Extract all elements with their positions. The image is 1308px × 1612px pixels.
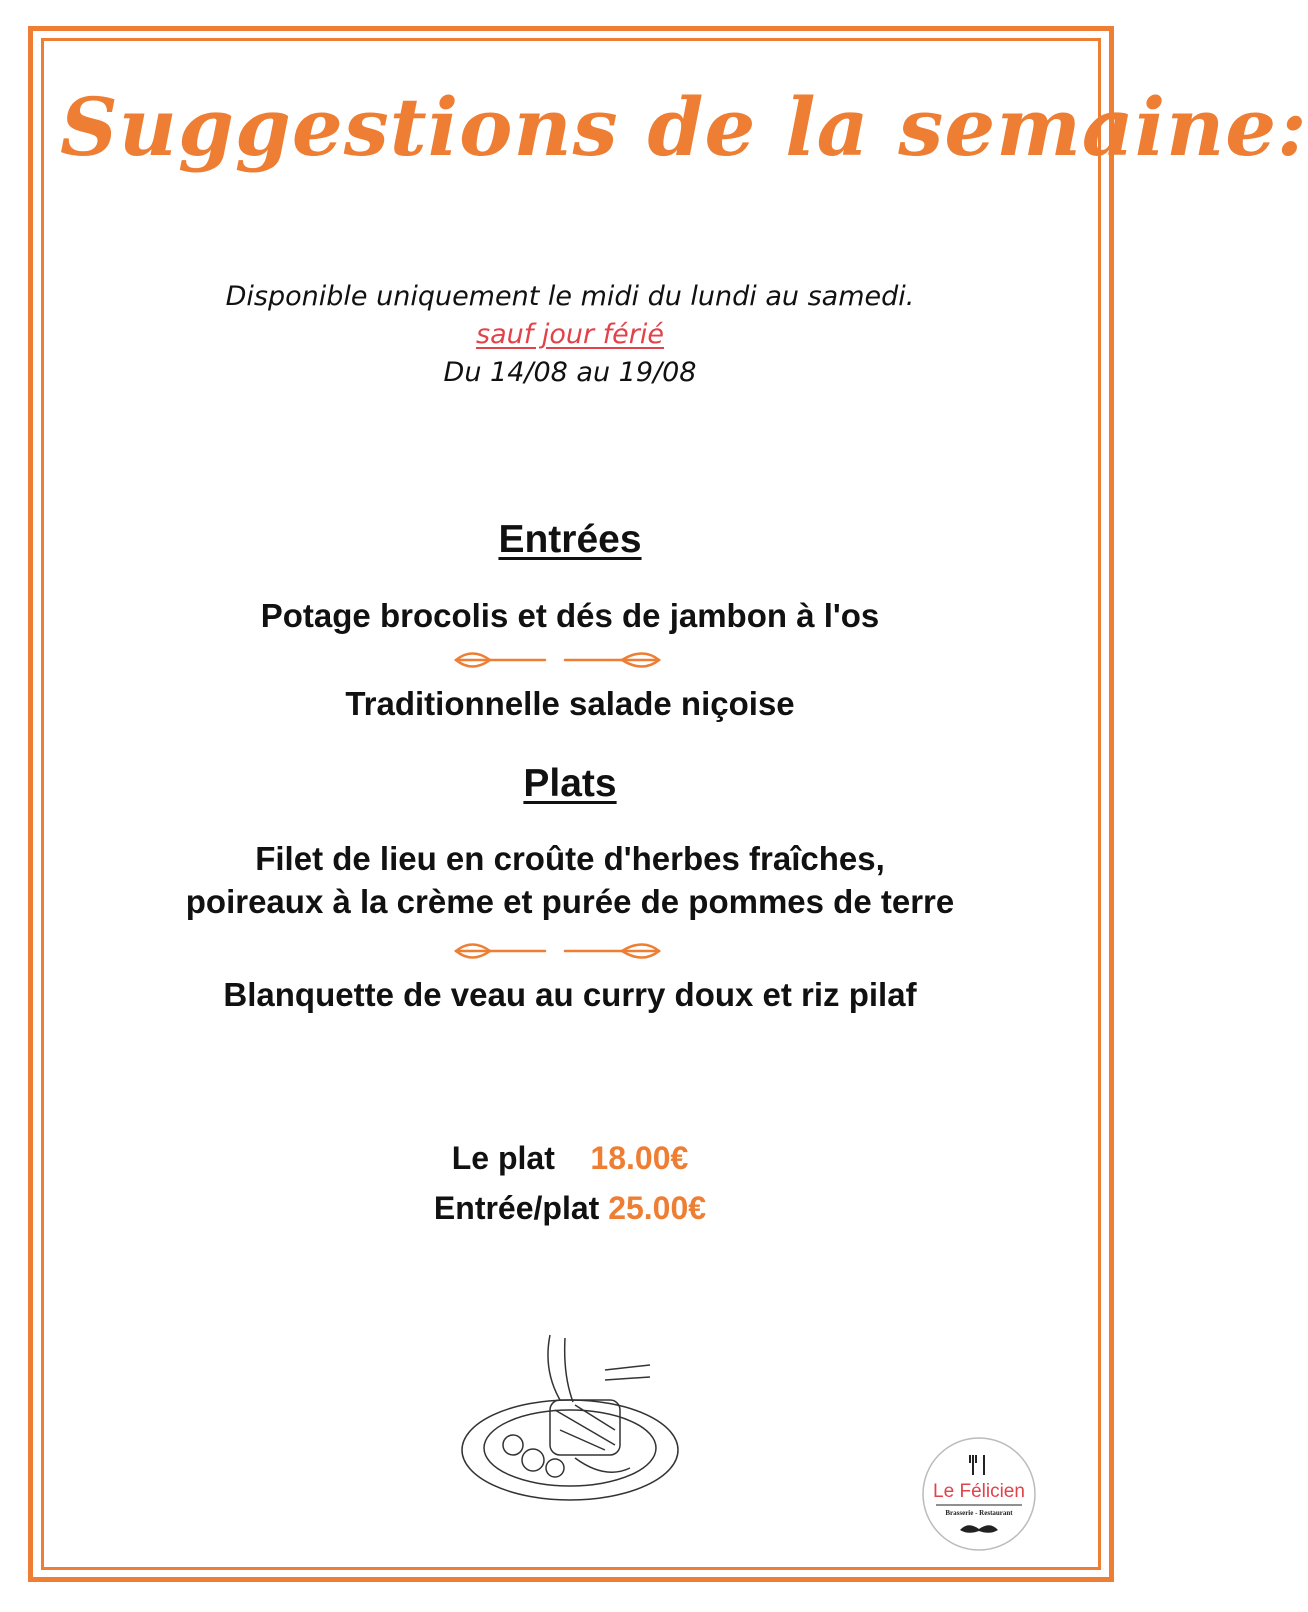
availability-text: Disponible uniquement le midi du lundi au samedi. xyxy=(225,281,915,312)
dish-filet-de-lieu xyxy=(60,837,1080,923)
holiday-exception: sauf jour férié xyxy=(476,319,664,350)
leaf-divider-icon xyxy=(450,935,665,967)
availability-info xyxy=(80,278,1060,392)
dish-line: Filet de lieu en croûte d'herbes fraîches, xyxy=(255,840,885,877)
page-title: Suggestions de la semaine: xyxy=(60,80,1308,174)
dish-line: Traditionnelle salade niçoise xyxy=(345,685,795,722)
leaf-divider-icon xyxy=(450,644,665,676)
price-value: 25.00€ xyxy=(608,1190,707,1226)
price-value: 18.00€ xyxy=(590,1140,689,1176)
restaurant-logo xyxy=(920,1435,1038,1553)
price-entree-plat xyxy=(0,1190,1140,1227)
section-title-plats: Plats xyxy=(523,762,617,805)
logo-name: Le Félicien xyxy=(933,1481,1025,1502)
price-plat xyxy=(0,1140,1140,1177)
section-title-entrees: Entrées xyxy=(498,518,642,561)
price-label: Le plat xyxy=(451,1140,555,1176)
plate-illustration-icon xyxy=(455,1330,700,1505)
dish-line: Potage brocolis et dés de jambon à l'os xyxy=(260,597,880,634)
dish-salade xyxy=(60,682,1080,725)
dish-blanquette xyxy=(60,973,1080,1016)
dish-potage xyxy=(60,594,1080,637)
dish-line: poireaux à la crème et purée de pommes de terre xyxy=(185,883,955,920)
date-range: Du 14/08 au 19/08 xyxy=(443,357,697,388)
dish-line: Blanquette de veau au curry doux et riz pilaf xyxy=(223,976,917,1013)
price-label: Entrée/plat xyxy=(433,1190,600,1226)
logo-tagline: Brasserie - Restaurant xyxy=(945,1509,1013,1517)
